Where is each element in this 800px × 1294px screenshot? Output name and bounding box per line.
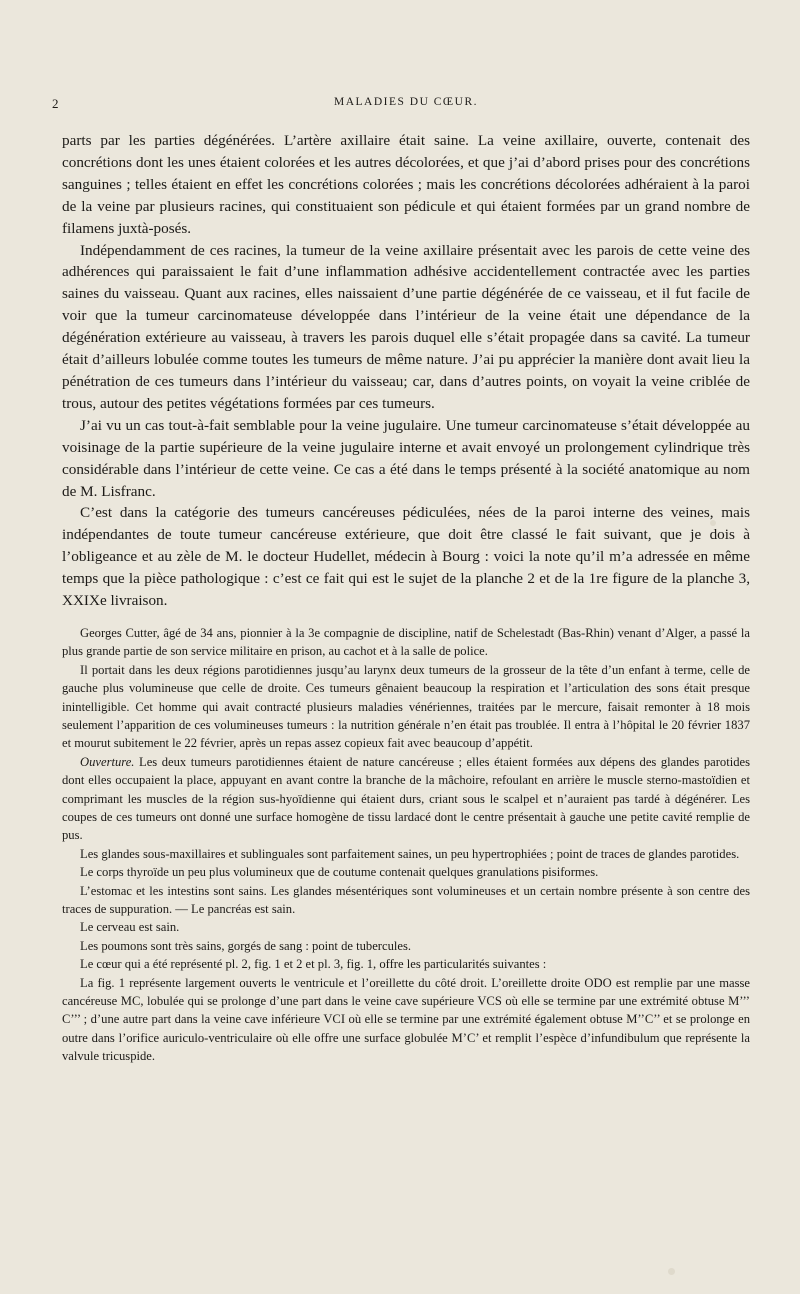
case-paragraph: Le corps thyroïde un peu plus volumineux que de coutume contenait quelques granulations pisiformes. bbox=[80, 865, 599, 880]
paragraph: J’ai vu un cas tout-à-fait semblable pour la veine jugulaire. Une tumeur carcinomateuse s’était développée au voisinage de la partie supérieure de la veine jugulaire interne et avait envoyé un prolongement cylindrique très considérable dans l’intérieur de cette veine. Ce cas a été dans le temps présenté à la société anatomique au nom de M. Lisfranc. bbox=[62, 416, 750, 500]
case-paragraph: Le cerveau est sain. bbox=[80, 920, 180, 935]
paper-spot bbox=[668, 1268, 675, 1275]
paragraph: parts par les parties dégénérées. L’artère axillaire était saine. La veine axillaire, ouverte, contenait des concrétions dont les unes étaient colorées et les autres décolorées, et que j’ai d’abord prises pour des concrétions sanguines ; telles étaient en effet les concrétions colorées ; mais les concrétions décolorées adhéraient à la paroi de la veine par plusieurs racines, qui constituaient son pédicule et qui étaient formées par un grand nombre de filamens juxtà-posés. bbox=[62, 132, 750, 237]
case-paragraph: Georges Cutter, âgé de 34 ans, pionnier à la 3e compagnie de discipline, natif de Schelestadt (Bas-Rhin) venant d’Alger, a passé la plus grande partie de son service militaire en prison, au cachot et à la salle de police. bbox=[62, 625, 750, 659]
page-header bbox=[52, 96, 750, 118]
case-paragraph: Il portait dans les deux régions parotidiennes jusqu’au larynx deux tumeurs de la grosseur de la tête d’un enfant à terme, celle de gauche plus volumineuse que celle de droite. Ces tumeurs gênaient beaucoup la respiration et l’articulation des sons était presque inintelligible. Cet homme qui avait contracté plusieurs maladies vénériennes, traitées par le mercure, faisait remonter à 18 mois seulement l’apparition de ces volumineuses tumeurs : la nutrition générale n’en était pas troublée. Il entra à l’hôpital le 20 février 1837 et mourut subitement le 22 février, après un repas assez copieux fait avec beaucoup d’appétit. bbox=[62, 662, 750, 751]
case-paragraph-text: Les deux tumeurs parotidiennes étaient de nature cancéreuse ; elles étaient formées aux dépens des glandes parotides dont elles occupaient la place, appuyant en avant contre la branche de la mâchoire, refoulant en arrière le muscle sterno-mastoïdien et comprimant les muscles de la région sus-hyoïdienne qui étaient durs, criant sous le scalpel et n’auraient pas tardé à dégénérer. Les coupes de ces tumeurs ont donné une surface homogène de tissu lardacé dont le centre présentait à gauche une petite cavité remplie de pus. bbox=[62, 754, 751, 843]
paper-spot bbox=[710, 520, 716, 526]
page-number: 2 bbox=[52, 96, 59, 111]
case-paragraph: Les glandes sous-maxillaires et sublinguales sont parfaitement saines, un peu hypertrophiées ; point de traces de glandes parotides. bbox=[80, 846, 740, 861]
running-title: MALADIES DU CŒUR. bbox=[333, 96, 479, 108]
case-paragraph: L’estomac et les intestins sont sains. Les glandes mésentériques sont volumineuses et un certain nombre présente à son centre des traces de suppuration. — Le pancréas est sain. bbox=[62, 883, 750, 917]
case-note bbox=[62, 624, 750, 1066]
autopsy-heading: Ouverture. bbox=[80, 754, 135, 769]
paragraph: Indépendamment de ces racines, la tumeur de la veine axillaire présentait avec les parois de cette veine des adhérences qui paraissaient le fait d’une inflammation adhésive accidentellement contractée avec les parties saines du vaisseau. Quant aux racines, elles naissaient d’une partie dégénérée de ce vaisseau, et il fut facile de voir que la tumeur carcinomateuse développée dans l’intérieur de la veine était une dépendance de la dégénération extérieure au vaisseau, à travers les parois duquel elle s’était propagée dans sa cavité. La tumeur était d’ailleurs lobulée comme toutes les tumeurs de même nature. J’ai pu apprécier la manière dont avait lieu la pénétration de ces tumeurs dans l’intérieur du vaisseau; car, dans d’autres points, on voyait la veine criblée de trous, autour des petites végétations formées par ces tumeurs. bbox=[62, 241, 750, 412]
case-paragraph bbox=[62, 753, 750, 845]
main-text bbox=[62, 130, 750, 612]
case-paragraph: Le cœur qui a été représenté pl. 2, fig. 1 et 2 et pl. 3, fig. 1, offre les particularités suivantes : bbox=[80, 957, 547, 972]
case-paragraph: La fig. 1 représente largement ouverts le ventricule et l’oreillette du côté droit. L’oreillette droite ODO est remplie par une masse cancéreuse MC, lobulée qui se prolonge d’une part dans le veine cave supérieure VCS où elle se termine par une extrémité obtuse M’’’ C’’’ ; d’une autre part dans la veine cave inférieure VCI où elle se termine par une extrémité également obtuse M’’C’’ et se prolonge en outre dans l’orifice auriculo-ventriculaire où elle offre une surface globulée M’C’ et remplit l’espèce d’infundibulum que représente la valvule tricuspide. bbox=[62, 975, 750, 1064]
case-paragraph: Les poumons sont très sains, gorgés de sang : point de tubercules. bbox=[80, 938, 412, 953]
paragraph: C’est dans la catégorie des tumeurs cancéreuses pédiculées, nées de la paroi interne des veines, mais indépendantes de toute tumeur cancéreuse extérieure, que doit être classé le fait suivant, que je dois à l’obligeance et au zèle de M. le docteur Hudellet, médecin à Bourg : voici la note qu’il m’a adressée en même temps que la pièce pathologique : c’est ce fait qui est le sujet de la planche 2 et de la 1re figure de la planche 3, XXIXe livraison. bbox=[62, 504, 750, 610]
